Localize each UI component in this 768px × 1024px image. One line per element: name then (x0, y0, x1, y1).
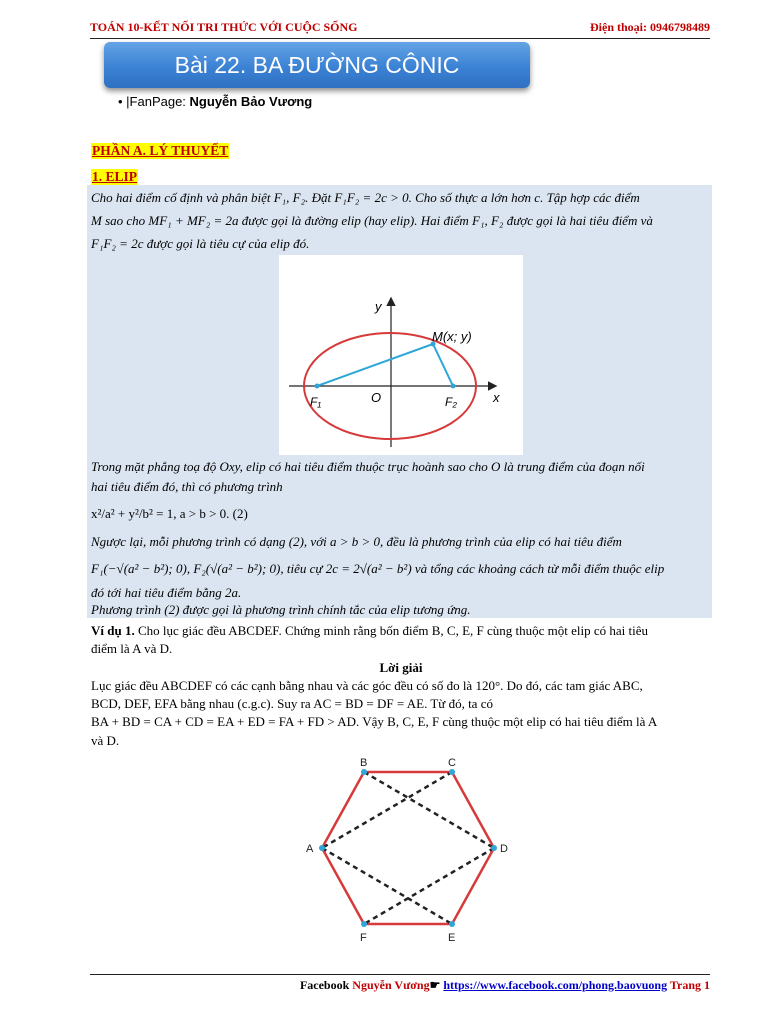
focus-f2-label: F₂ (445, 395, 457, 409)
focus-f1-label: F₁ (310, 395, 322, 409)
example-statement-2: điểm là A và D. (91, 641, 173, 656)
theory-line-2: hai tiêu điểm đó, thì có phương trình (91, 479, 283, 494)
fanpage-author: Nguyễn Bảo Vương (189, 94, 313, 109)
segment-df (364, 848, 494, 924)
vertex-c-point (449, 769, 455, 775)
segment-mf2 (433, 344, 453, 386)
page-number: Trang 1 (667, 978, 710, 992)
vertex-a-label: A (306, 843, 314, 855)
section-elip-heading: 1. ELIP (92, 169, 138, 184)
focus-f1-point (315, 384, 320, 389)
vertex-f-label: F (360, 932, 367, 944)
facebook-link[interactable]: https://www.facebook.com/phong.baovuong (443, 978, 668, 992)
solution-line-4: và D. (91, 733, 120, 748)
header-course-title: TOÁN 10-KẾT NỐI TRI THỨC VỚI CUỘC SỐNG (90, 20, 358, 34)
vertex-b-point (361, 769, 367, 775)
segment-ae (322, 848, 452, 924)
x-axis-label: x (493, 390, 500, 405)
segment-bd (364, 772, 494, 848)
footer-author: Nguyễn Vương (352, 978, 430, 992)
definition-line-3: F₁F₂ = 2c được gọi là tiêu cự của elip đó. (91, 236, 310, 251)
solution-line-2: BCD, DEF, EFA bằng nhau (c.g.c). Suy ra AC = BD = DF = AE. Từ đó, ta có (91, 696, 493, 711)
theory-line-1: Trong mặt phẳng toạ độ Oxy, elip có hai tiêu điểm thuộc trục hoành sao cho O là trung điểm của đoạn nối (91, 459, 645, 474)
origin-label: O (371, 390, 382, 405)
focus-f2-point (451, 384, 456, 389)
y-axis-label: y (375, 299, 382, 314)
vertex-e-label: E (448, 932, 456, 944)
ellipse-diagram (279, 255, 523, 455)
vertex-c-label: C (448, 757, 456, 769)
vertex-b-label: B (360, 757, 368, 769)
vertex-e-point (449, 921, 455, 927)
vertex-d-label: D (500, 843, 508, 855)
hexagon-figure (300, 752, 520, 948)
definition-line-2: M sao cho MF₁ + MF₂ = 2a được gọi là đường elip (hay elip). Hai điểm F₁, F₂ được gọi là hai tiêu điểm và (91, 213, 653, 228)
theory-line-4: F₁(−√(a² − b²); 0), F₂(√(a² − b²); 0), tiêu cự 2c = 2√(a² − b²) và tổng các khoảng cách từ mỗi điểm thuộc elip (91, 561, 665, 576)
section-theory-heading: PHẦN A. LÝ THUYẾT (92, 143, 229, 158)
fanpage-line: • |FanPage: Nguyễn Bảo Vương (118, 94, 313, 109)
theory-line-6: Phương trình (2) được gọi là phương trình chính tắc của elip tương ứng. (91, 602, 471, 617)
segment-mf1 (317, 344, 433, 386)
point-m-label: M(x; y) (432, 329, 472, 344)
pointer-icon: ☛ (429, 978, 444, 992)
lesson-title-banner (104, 42, 530, 88)
footer-rule (90, 974, 710, 975)
ellipse-figure (279, 255, 523, 455)
hexagon-outline (322, 772, 494, 924)
example-statement-1: Ví dụ 1. Cho lục giác đều ABCDEF. Chứng minh rằng bốn điểm B, C, E, F cùng thuộc một elip có hai tiêu (91, 623, 649, 638)
example-label: Ví dụ 1. (91, 623, 135, 638)
vertex-d-point (491, 845, 497, 851)
header-phone: Điện thoại: 0946798489 (590, 20, 710, 34)
solution-line-1: Lục giác đều ABCDEF có các cạnh bằng nhau và các góc đều có số đo là 120°. Do đó, các tam giác ABC, (91, 678, 643, 693)
theory-line-5: đó tới hai tiêu điểm bằng 2a. (91, 585, 242, 600)
lesson-title: Bài 22. BA ĐƯỜNG CÔNIC (174, 52, 460, 78)
segment-ca (322, 772, 452, 848)
page-footer: Facebook Nguyễn Vương☛ https://www.facebook.com/phong.baovuong Trang 1 (299, 978, 710, 992)
definition-line-1: Cho hai điểm cố định và phân biệt F₁, F₂. Đặt F₁F₂ = 2c > 0. Cho số thực a lớn hơn c. Tập hợp các điểm (91, 190, 640, 205)
hexagon-diagram (300, 752, 520, 948)
theory-line-3: Ngược lại, mỗi phương trình có dạng (2), với a > b > 0, đều là phương trình của elip có hai tiêu điểm (91, 534, 622, 549)
bullet-icon: • (118, 94, 127, 109)
page-header (90, 18, 710, 39)
solution-line-3: BA + BD = CA + CD = EA + ED = FA + FD > AD. Vậy B, C, E, F cùng thuộc một elip có hai tiêu điểm là A (91, 714, 658, 729)
ellipse-equation: x²/a² + y²/b² = 1, a > b > 0. (2) (91, 506, 248, 521)
vertex-a-point (319, 845, 325, 851)
vertex-f-point (361, 921, 367, 927)
solution-title: Lời giải (379, 660, 423, 675)
